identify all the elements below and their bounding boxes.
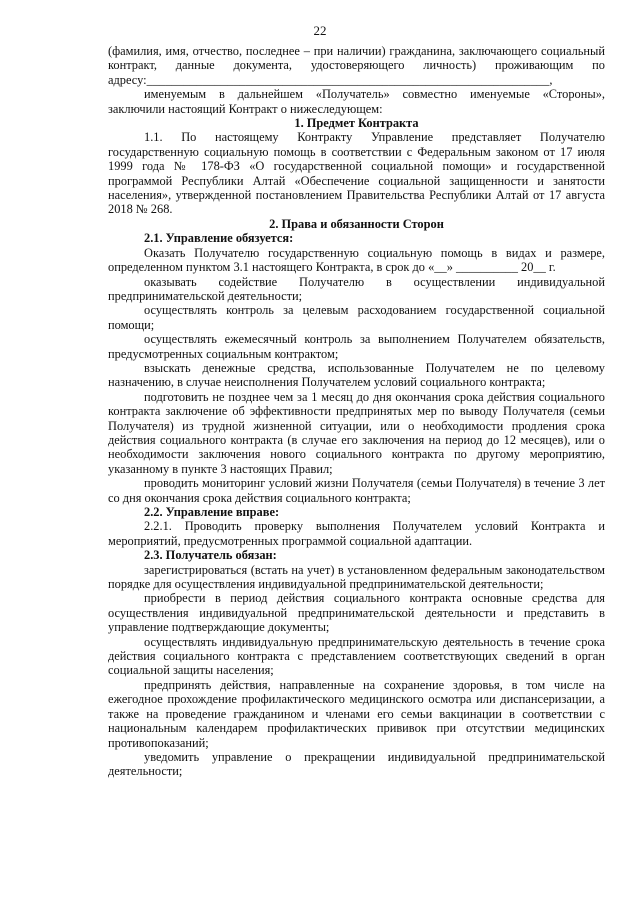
subheading-2-2: 2.2. Управление вправе: xyxy=(144,505,280,519)
page-content xyxy=(108,44,605,779)
paragraph-parties-named: именуемым в дальнейшем «Получатель» совместно именуемые «Стороны», заключили настоящий Контракт о нижеследующем: xyxy=(108,87,605,116)
subheading-2-1: 2.1. Управление обязуется: xyxy=(144,231,294,246)
page-number: 22 xyxy=(313,23,327,38)
paragraph-2-3-acquire-assets: приобрести в период действия социального контракта основные средства для осуществления индивидуальной предпринимательской деятельности и представить в управление подтверждающие документы; xyxy=(108,591,605,635)
paragraph-2-1-provide-aid: Оказать Получателю государственную социальную помощь в видах и размере, определенном пунктом 3.1 настоящего Контракта, в срок до «__» __________ 20__ г. xyxy=(108,245,605,275)
paragraph-2-1-monthly-control: осуществлять ежемесячный контроль за выполнением Получателем обязательств, предусмотренных социальным контрактом; xyxy=(108,332,605,361)
subheading-2-3: 2.3. Получатель обязан: xyxy=(144,548,277,563)
paragraph-2-1-monitoring: проводить мониторинг условий жизни Получателя (семьи Получателя) в течение 3 лет со дня окончания срока действия социального контракта; xyxy=(108,476,605,505)
paragraph-1-1: 1.1. По настоящему Контракту Управление представляет Получателю государственную социальную помощь в соответствии с Федеральным законом от 17 июля 1999 года № 178-ФЗ «О государственной социальной помощи» и государственной программой Республики Алтай «Обеспечение социальной защищенности и занятости населения», утвержденной постановлением Правительства Республики Алтай от 17 августа 2018 № 268. xyxy=(108,130,605,217)
paragraph-2-3-notify-termination: уведомить управление о прекращении индивидуальной предпринимательской деятельности; xyxy=(108,749,605,779)
section-heading-rights-obligations: 2. Права и обязанности Сторон xyxy=(269,216,444,231)
paragraph-2-2-1: 2.2.1. Проводить проверку выполнения Получателем условий Контракта и мероприятий, предусмотренных программой социальной адаптации. xyxy=(108,519,605,548)
paragraph-2-1-assist: оказывать содействие Получателю в осуществлении индивидуальной предпринимательской деятельности; xyxy=(108,274,605,303)
paragraph-party-details: (фамилия, имя, отчество, последнее – при наличии) гражданина, заключающего социальный контракт, данные документа, удостоверяющего личность) проживающим по адресу:_________________________________________________________________, xyxy=(108,44,605,87)
paragraph-2-1-recover-funds: взыскать денежные средства, использованные Получателем не по целевому назначению, в случае неисполнения Получателем условий социального контракта; xyxy=(108,360,605,390)
paragraph-2-3-health: предпринять действия, направленные на сохранение здоровья, в том числе на ежегодное прохождение профилактического медицинского осмотра или диспансеризации, а также на проведение гражданином и членами его семьи вакцинации в соответствии с национальным календарем профилактических прививок при отсутствии медицинских противопоказаний; xyxy=(108,677,605,750)
paragraph-2-3-register: зарегистрироваться (встать на учет) в установленном федеральным законодательством порядке для осуществления индивидуальной предпринимательской деятельности; xyxy=(108,562,605,592)
section-heading-subject: 1. Предмет Контракта xyxy=(294,116,419,131)
paragraph-2-1-prepare-conclusion: подготовить не позднее чем за 1 месяц до дня окончания срока действия социального контракта заключение об эффективности предпринятых мер по выводу Получателя (семьи Получателя) из трудной жизненной ситуации, или о необходимости продления срока действия социального контракта (в случае его заключения на период до 12 месяцев), или о необходимости заключения нового социального контракта по другому мероприятию, указанному в пункте 3 настоящих Правил; xyxy=(108,389,605,476)
paragraph-2-1-control-spending: осуществлять контроль за целевым расходованием государственной социальной помощи; xyxy=(108,303,605,332)
paragraph-2-3-conduct-business: осуществлять индивидуальную предпринимательскую деятельность в течение срока действия социального контракта с представлением соответствующих сведений в орган социальной защиты населения; xyxy=(108,634,605,678)
